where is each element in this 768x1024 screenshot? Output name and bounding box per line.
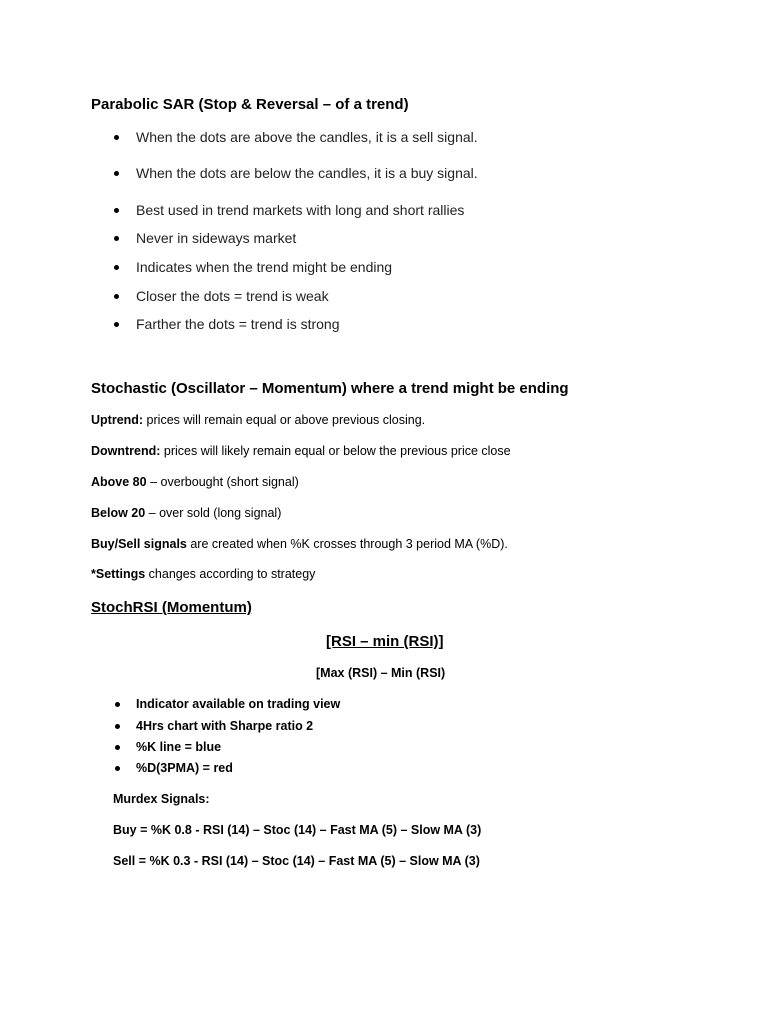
line-text: – overbought (short signal)	[146, 475, 299, 489]
line-text: are created when %K crosses through 3 period MA (%D).	[186, 537, 508, 551]
stochastic-line	[91, 475, 299, 489]
stochrsi-heading: StochRSI (Momentum)	[91, 599, 252, 616]
buy-signal: Buy = %K 0.8 - RSI (14) – Stoc (14) – Fast MA (5) – Slow MA (3)	[113, 823, 482, 837]
bullet-dot	[114, 322, 119, 327]
bullet-dot	[115, 766, 120, 771]
list-item-text: Farther the dots = trend is strong	[136, 316, 340, 332]
sar-heading: Parabolic SAR (Stop & Reversal – of a trend)	[91, 96, 409, 113]
stochastic-line	[91, 444, 511, 458]
stochastic-heading: Stochastic (Oscillator – Momentum) where a trend might be ending	[91, 380, 569, 397]
list-item-text: When the dots are below the candles, it is a buy signal.	[136, 165, 478, 181]
bullet-dot	[114, 236, 119, 241]
formula-denominator: [Max (RSI) – Min (RSI)	[316, 666, 446, 680]
line-text: changes according to strategy	[145, 567, 316, 581]
signals-title: Murdex Signals:	[113, 792, 210, 806]
line-text: – over sold (long signal)	[145, 506, 282, 520]
bullet-dot	[114, 294, 119, 299]
list-item-text: Indicator available on trading view	[136, 697, 341, 711]
line-label: Buy/Sell signals	[91, 537, 187, 551]
line-label: Downtrend:	[91, 444, 161, 458]
bullet-dot	[114, 208, 119, 213]
sell-signal: Sell = %K 0.3 - RSI (14) – Stoc (14) – Fast MA (5) – Slow MA (3)	[113, 854, 480, 868]
stochastic-line	[91, 567, 315, 581]
stochastic-line	[91, 506, 281, 520]
list-item-text: Indicates when the trend might be ending	[136, 259, 393, 275]
bullet-dot	[115, 702, 120, 707]
stochastic-line	[91, 413, 425, 427]
list-item-text: 4Hrs chart with Sharpe ratio 2	[136, 719, 314, 733]
stochastic-line	[91, 537, 508, 551]
list-item-text: Best used in trend markets with long and short rallies	[136, 202, 465, 218]
line-label: *Settings	[91, 567, 146, 581]
formula-numerator: [RSI – min (RSI)]	[326, 633, 444, 650]
bullet-dot	[114, 171, 119, 176]
line-text: prices will remain equal or above previous closing.	[143, 413, 426, 427]
line-label: Below 20	[91, 506, 146, 520]
bullet-dot	[114, 265, 119, 270]
list-item-text: Closer the dots = trend is weak	[136, 288, 329, 304]
line-label: Uptrend:	[91, 413, 144, 427]
bullet-dot	[115, 745, 120, 750]
list-item-text: %D(3PMA) = red	[136, 761, 233, 775]
line-text: prices will likely remain equal or below the previous price close	[160, 444, 511, 458]
list-item-text: %K line = blue	[136, 740, 222, 754]
line-label: Above 80	[91, 475, 147, 489]
list-item-text: When the dots are above the candles, it is a sell signal.	[136, 129, 478, 145]
bullet-dot	[115, 724, 120, 729]
list-item-text: Never in sideways market	[136, 230, 297, 246]
bullet-dot	[114, 135, 119, 140]
